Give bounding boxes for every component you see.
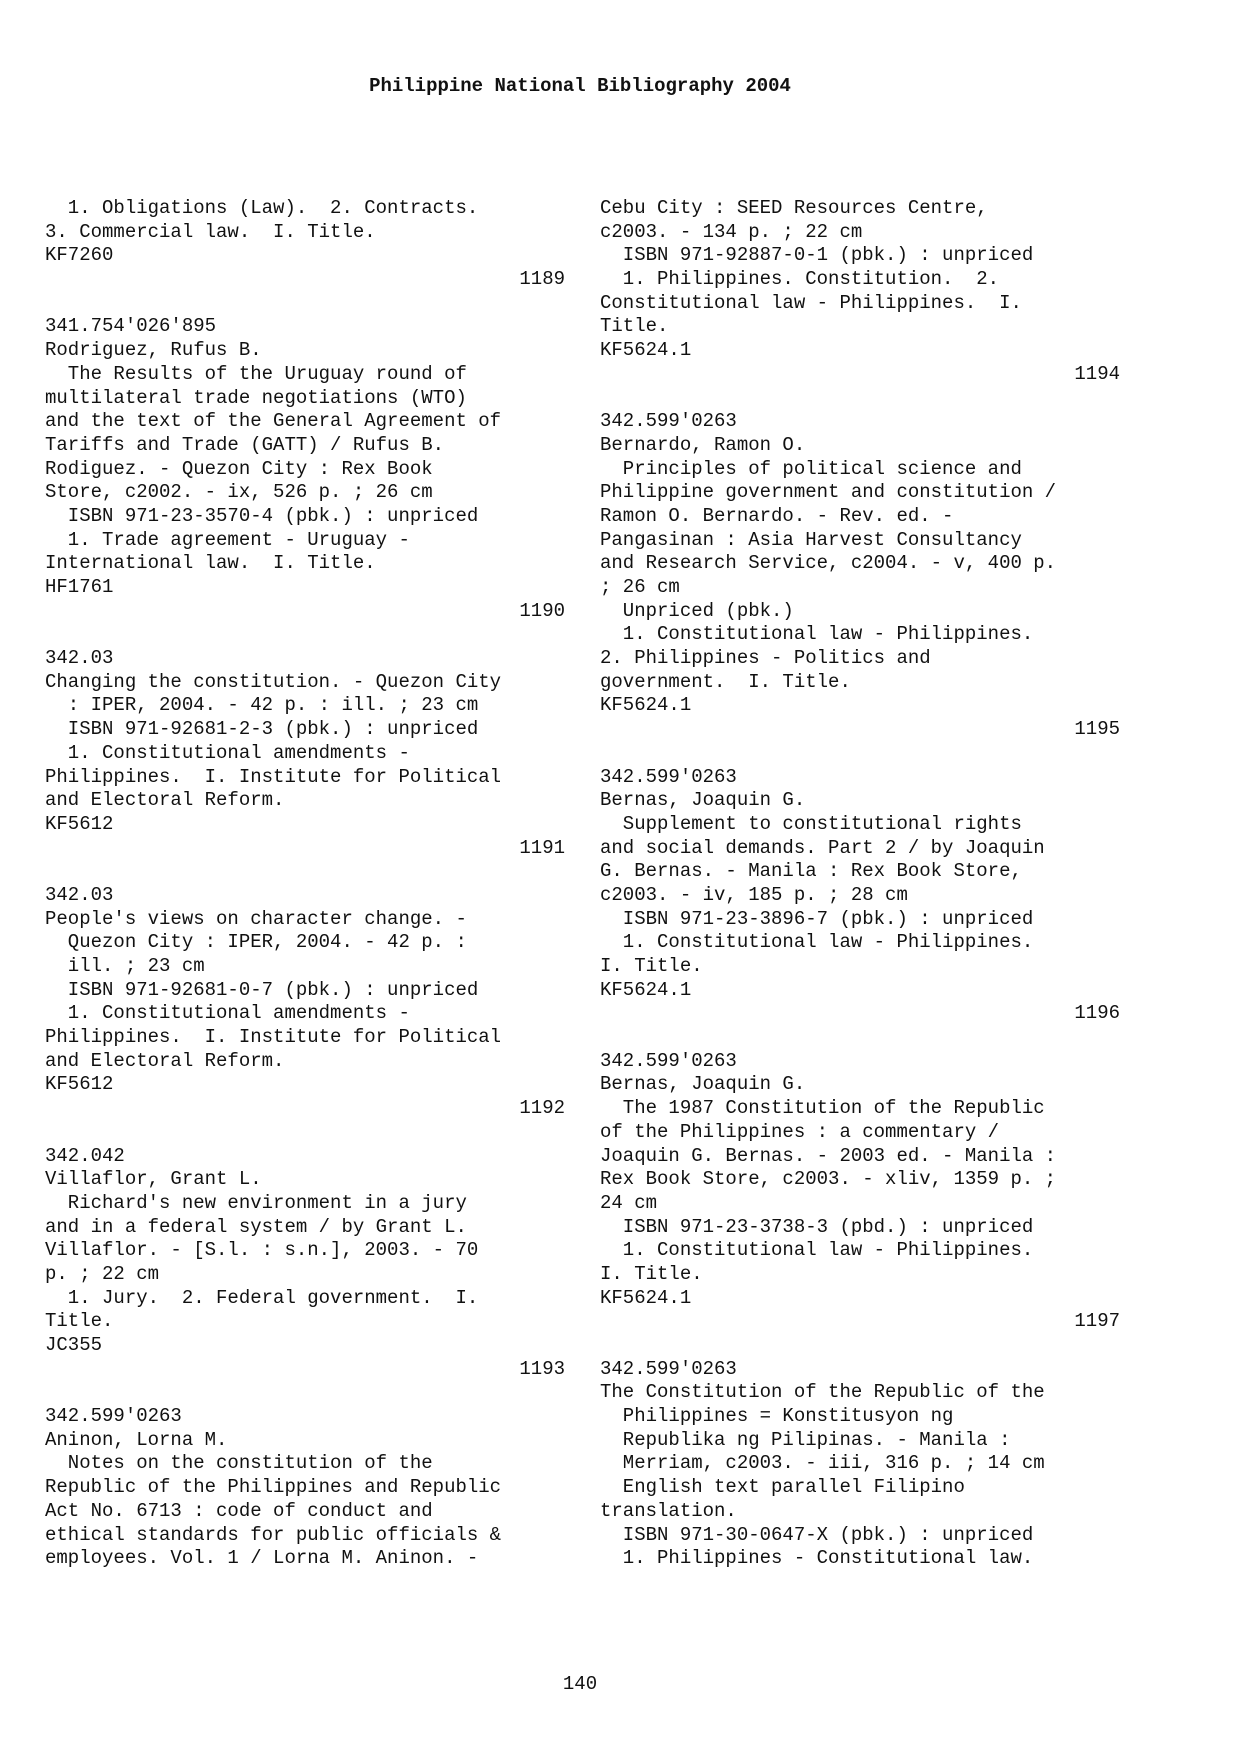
record-line: ISBN 971-30-0647-X (pbk.) : unpriced <box>600 1523 1034 1546</box>
record-line: People's views on character change. - <box>45 907 467 930</box>
record-line: Joaquin G. Bernas. - 2003 ed. - Manila : <box>600 1144 1057 1167</box>
record-line: 1. Philippines. Constitution. 2. <box>600 268 1000 291</box>
record-line: 1. Constitutional amendments - <box>45 741 410 764</box>
record-line: of the Philippines : a commentary / <box>600 1120 1000 1143</box>
entry-number: 1192 <box>519 1097 565 1120</box>
record-line: Rex Book Store, c2003. - xliv, 1359 p. ; <box>600 1168 1057 1191</box>
record-line: KF7260 <box>45 244 114 267</box>
record-line: English text parallel Filipino <box>600 1476 965 1499</box>
record-line: 1. Trade agreement - Uruguay - <box>45 528 410 551</box>
record-line: The Results of the Uruguay round of <box>45 362 467 385</box>
record-line: ISBN 971-92887-0-1 (pbk.) : unpriced <box>600 244 1034 267</box>
record-line: Aninon, Lorna M. <box>45 1428 228 1451</box>
record-line: JC355 <box>45 1334 103 1356</box>
record-line: ; 26 cm <box>600 576 680 598</box>
record-line: ethical standards for public officials & <box>45 1523 502 1546</box>
page-number: 140 <box>562 1673 598 1695</box>
record-line: The 1987 Constitution of the Republic <box>600 1097 1045 1120</box>
blank-line <box>45 1381 565 1405</box>
left-column <box>45 197 565 1571</box>
record-line: International law. I. Title. <box>45 552 376 575</box>
record-line: ill. ; 23 cm <box>45 955 205 977</box>
record-line: 1. Constitutional law - Philippines. <box>600 931 1034 954</box>
page-title: Philippine National Bibliography 2004 <box>369 75 791 97</box>
record-line: Villaflor, Grant L. <box>45 1168 262 1191</box>
record-line: 342.599'0263 <box>600 1357 737 1380</box>
record-line: 1. Constitutional law - Philippines. <box>600 1239 1034 1262</box>
record-line: 342.03 <box>45 647 114 670</box>
record-line: Bernas, Joaquin G. <box>600 789 806 812</box>
entry-number: 1194 <box>1074 362 1120 385</box>
record-line: 342.042 <box>45 1144 125 1167</box>
record-line: ISBN 971-23-3570-4 (pbk.) : unpriced <box>45 504 479 527</box>
record-line: Bernardo, Ramon O. <box>600 433 806 456</box>
record-line: 342.03 <box>45 883 114 906</box>
entry-number: 1190 <box>519 599 565 622</box>
record-line: KF5612 <box>45 1073 114 1096</box>
record-line: Philippines. I. Institute for Political <box>45 765 502 788</box>
record-line: 342.599'0263 <box>45 1405 182 1428</box>
record-line: I. Title. <box>600 1262 703 1285</box>
record-line: Villaflor. - [S.l. : s.n.], 2003. - 70 <box>45 1239 479 1262</box>
record-line: ISBN 971-92681-0-7 (pbk.) : unpriced <box>45 978 479 1001</box>
record-line: 1. Constitutional amendments - <box>45 1002 410 1025</box>
blank-line <box>600 387 1120 411</box>
entry-number: 1197 <box>1074 1310 1120 1333</box>
entry-number: 1195 <box>1074 718 1120 741</box>
record-line: Title. <box>45 1310 114 1333</box>
record-line: ISBN 971-92681-2-3 (pbk.) : unpriced <box>45 718 479 741</box>
record-line: government. I. Title. <box>600 670 851 693</box>
record-line: and Electoral Reform. <box>45 1049 285 1072</box>
record-line: G. Bernas. - Manila : Rex Book Store, <box>600 860 1022 883</box>
record-line: and in a federal system / by Grant L. <box>45 1215 467 1238</box>
record-line: and Electoral Reform. <box>45 789 285 812</box>
record-line: and social demands. Part 2 / by Joaquin <box>600 836 1045 859</box>
record-line: and the text of the General Agreement of <box>45 410 502 433</box>
record-line: The Constitution of the Republic of the <box>600 1381 1045 1404</box>
blank-line <box>45 1121 565 1145</box>
record-line: Title. <box>600 315 669 338</box>
record-line: 1. Obligations (Law). 2. Contracts. <box>45 197 479 219</box>
right-column <box>600 197 1120 1571</box>
record-line: : IPER, 2004. - 42 p. : ill. ; 23 cm <box>45 694 479 717</box>
record-line: Principles of political science and <box>600 457 1022 480</box>
blank-line <box>600 1026 1120 1050</box>
record-line: 1. Philippines - Constitutional law. <box>600 1547 1034 1570</box>
record-line: ISBN 971-23-3896-7 (pbk.) : unpriced <box>600 907 1034 930</box>
record-line: multilateral trade negotiations (WTO) <box>45 386 467 409</box>
record-line: Richard's new environment in a jury <box>45 1191 467 1214</box>
record-line: Notes on the constitution of the <box>45 1452 433 1475</box>
blank-line <box>45 860 565 884</box>
record-line: employees. Vol. 1 / Lorna M. Aninon. - <box>45 1547 479 1570</box>
record-line: Act No. 6713 : code of conduct and <box>45 1499 433 1522</box>
record-line: Philippine government and constitution / <box>600 481 1057 504</box>
blank-line <box>600 1334 1120 1358</box>
record-line: KF5624.1 <box>600 694 692 717</box>
blank-line <box>600 742 1120 766</box>
blank-line <box>45 623 565 647</box>
entry-number: 1191 <box>519 836 565 859</box>
entry-number: 1189 <box>519 268 565 291</box>
record-line: KF5612 <box>45 812 114 835</box>
record-line: and Research Service, c2004. - v, 400 p. <box>600 552 1057 575</box>
record-line: Republic of the Philippines and Republic <box>45 1476 502 1499</box>
record-line: p. ; 22 cm <box>45 1262 160 1285</box>
entry-number: 1193 <box>519 1357 565 1380</box>
record-line: Store, c2002. - ix, 526 p. ; 26 cm <box>45 481 433 504</box>
blank-line <box>45 292 565 316</box>
record-line: 342.599'0263 <box>600 1049 737 1072</box>
record-line: c2003. - iv, 185 p. ; 28 cm <box>600 883 908 906</box>
record-line: ISBN 971-23-3738-3 (pbd.) : unpriced <box>600 1215 1034 1238</box>
record-line: Merriam, c2003. - iii, 316 p. ; 14 cm <box>600 1452 1045 1475</box>
record-line: I. Title. <box>600 955 703 977</box>
record-line: Changing the constitution. - Quezon City <box>45 670 502 693</box>
record-line: 1. Constitutional law - Philippines. <box>600 623 1034 646</box>
record-line: Rodiguez. - Quezon City : Rex Book <box>45 457 433 480</box>
record-line: Rodriguez, Rufus B. <box>45 339 262 362</box>
record-line: 342.599'0263 <box>600 410 737 433</box>
record-line: Tariffs and Trade (GATT) / Rufus B. <box>45 433 445 456</box>
record-line: 3. Commercial law. I. Title. <box>45 220 376 243</box>
record-line: 342.599'0263 <box>600 765 737 788</box>
record-line: HF1761 <box>45 576 114 598</box>
record-line: Supplement to constitutional rights <box>600 812 1022 835</box>
record-line: 1. Jury. 2. Federal government. I. <box>45 1286 479 1309</box>
record-line: Unpriced (pbk.) <box>600 599 794 622</box>
record-line: 341.754'026'895 <box>45 315 217 338</box>
record-line: 2. Philippines - Politics and <box>600 647 931 670</box>
record-line: Republika ng Pilipinas. - Manila : <box>600 1428 1011 1451</box>
record-line: KF5624.1 <box>600 1286 692 1309</box>
record-line: KF5624.1 <box>600 339 692 362</box>
record-line: Philippines. I. Institute for Political <box>45 1026 502 1049</box>
record-line: KF5624.1 <box>600 978 692 1001</box>
record-line: Philippines = Konstitusyon ng <box>600 1405 954 1428</box>
record-line: Pangasinan : Asia Harvest Consultancy <box>600 528 1022 551</box>
record-line: Bernas, Joaquin G. <box>600 1073 806 1096</box>
record-line: Quezon City : IPER, 2004. - 42 p. : <box>45 931 467 954</box>
record-line: translation. <box>600 1499 737 1522</box>
record-line: c2003. - 134 p. ; 22 cm <box>600 220 863 243</box>
record-line: Cebu City : SEED Resources Centre, <box>600 197 988 219</box>
entry-number: 1196 <box>1074 1002 1120 1025</box>
record-line: Ramon O. Bernardo. - Rev. ed. - <box>600 504 954 527</box>
record-line: 24 cm <box>600 1191 658 1214</box>
record-line: Constitutional law - Philippines. I. <box>600 291 1022 314</box>
